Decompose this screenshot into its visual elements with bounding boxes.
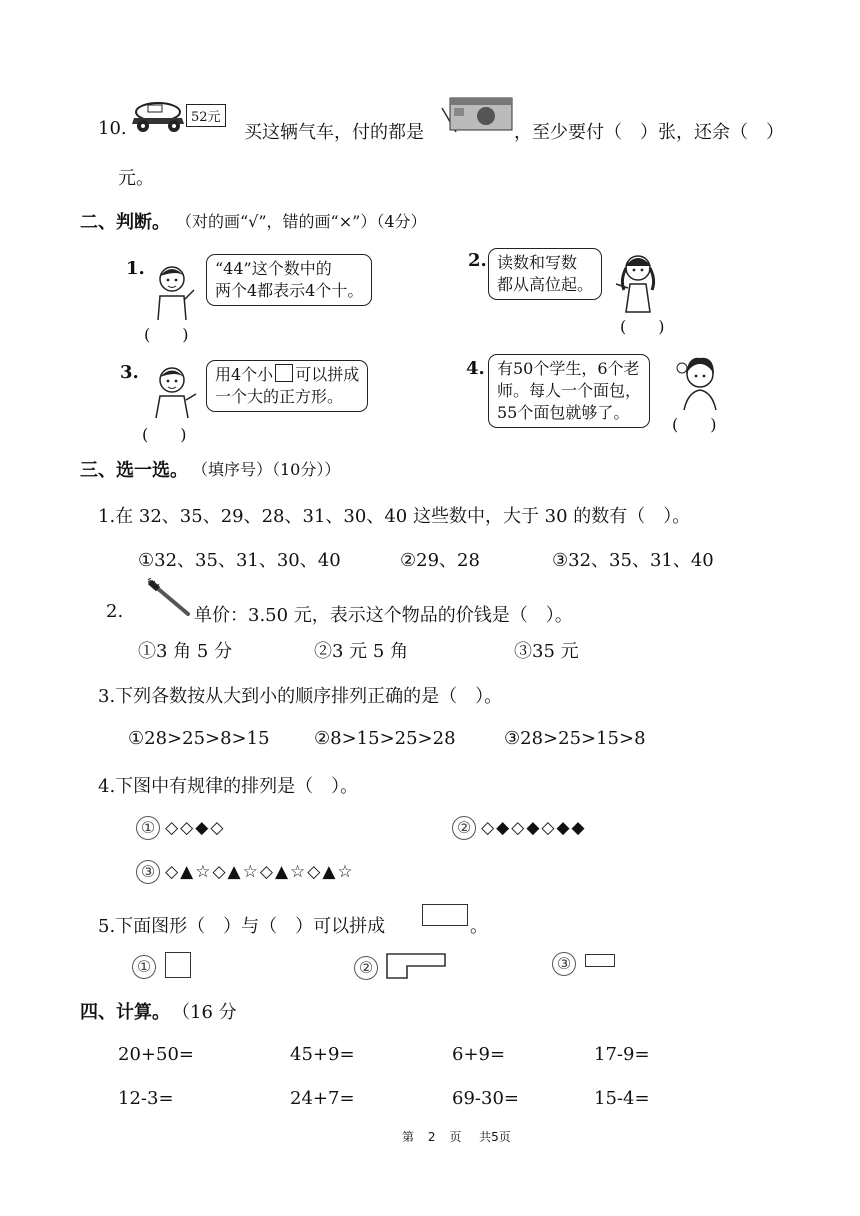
pattern-row-2: ◇◆◇◆◇◆◆ (481, 818, 587, 838)
judge-item-1-bubble (206, 254, 372, 306)
judge-item-3-line1a: 用4个小 (215, 365, 274, 384)
small-rectangle-shape (585, 954, 615, 967)
section2-note: （对的画“√”，错的画“×”）（4分） (176, 212, 427, 231)
boy-icon (148, 364, 200, 420)
choice-q5-option-2[interactable] (354, 952, 447, 980)
judge-item-3-bubble (206, 360, 368, 412)
calc-2[interactable]: 45+9= (290, 1044, 355, 1065)
judge-item-4-line3: 55个面包就够了。 (497, 403, 630, 422)
q10-text-b: ，至少要付（ ）张，还余（ ） (514, 122, 784, 143)
price-tag: 52元 (186, 104, 226, 127)
choice-q2-option-2[interactable]: ②3 元 5 角 (314, 641, 409, 662)
judge-item-2-number: 2. (468, 250, 487, 271)
calc-4[interactable]: 17-9= (594, 1044, 650, 1065)
girl-icon (674, 352, 728, 412)
choice-q5-option-1[interactable] (132, 952, 191, 979)
choice-q3-text: 3.下列各数按从大到小的顺序排列正确的是（ ）。 (98, 686, 503, 707)
judge-item-1-line2: 两个4都表示4个十。 (215, 281, 364, 300)
pattern-row-1: ◇◇◆◇ (165, 818, 226, 838)
calc-1[interactable]: 20+50= (118, 1044, 194, 1065)
choice-q1-option-3[interactable]: ③32、35、31、40 (552, 550, 714, 571)
choice-q1-option-2[interactable]: ②29、28 (400, 550, 480, 571)
section3-heading: 三、选一选。 (80, 460, 188, 481)
calc-8[interactable]: 15-4= (594, 1088, 650, 1109)
judge-item-4-line2: 师。每人一个面包， (497, 381, 642, 400)
choice-q3-option-2[interactable]: ②8>15>25>28 (314, 728, 456, 749)
judge-item-3-number: 3. (120, 362, 139, 383)
girl-icon (612, 250, 664, 314)
section4-note: （16 分 (172, 1002, 237, 1023)
q10-text-a: 买这辆气车，付的都是 (244, 122, 424, 143)
choice-q5-option-3[interactable] (552, 952, 615, 976)
judge-item-4-line1: 有50个学生，6个老 (497, 359, 640, 378)
option-1-marker: ① (136, 816, 160, 840)
square-shape (165, 952, 191, 978)
choice-q1-text: 1.在 32、35、29、28、31、30、40 这些数中，大于 30 的数有（ ）。 (98, 506, 691, 527)
judge-item-4-answer[interactable]: ( ) (672, 415, 717, 434)
calc-5[interactable]: 12-3= (118, 1088, 174, 1109)
choice-q5-end: 。 (470, 916, 488, 937)
footer-b: 页 (449, 1130, 462, 1144)
choice-q3-option-3[interactable]: ③28>25>15>8 (504, 728, 646, 749)
page-number: 2 (427, 1130, 436, 1144)
section4-heading: 四、计算。 (80, 1002, 170, 1023)
target-rectangle-shape (422, 904, 468, 926)
option-2-marker: ② (354, 956, 378, 980)
judge-item-2-bubble (488, 248, 602, 300)
choice-q3-option-1[interactable]: ①28>25>8>15 (128, 728, 270, 749)
toy-car-icon (128, 96, 190, 136)
l-shape (385, 952, 447, 980)
choice-q2-number: 2. (106, 601, 124, 622)
small-square-icon (275, 364, 293, 382)
judge-item-3-line1b: 可以拼成 (295, 365, 360, 384)
section3-note: （填序号）（10分）） (192, 460, 341, 479)
footer-a: 第 (402, 1130, 415, 1144)
choice-q5-text: 5.下面图形（ ）与（ ）可以拼成 (98, 916, 386, 937)
judge-item-4-number: 4. (466, 358, 485, 379)
pattern-row-3: ◇▲☆◇▲☆◇▲☆◇▲☆ (165, 862, 355, 882)
page-footer (402, 1128, 511, 1145)
choice-q2-option-1[interactable]: ①3 角 5 分 (138, 641, 233, 662)
calc-3[interactable]: 6+9= (452, 1044, 506, 1065)
choice-q4-option-2[interactable] (452, 816, 587, 840)
judge-item-3-answer[interactable]: ( ) (142, 425, 187, 444)
option-3-marker: ③ (552, 952, 576, 976)
choice-q2-text: 单价：3.50 元，表示这个物品的价钱是（ ）。 (194, 605, 573, 626)
q10-text-c: 元。 (118, 168, 154, 189)
choice-q4-text: 4.下图中有规律的排列是（ ）。 (98, 776, 359, 797)
judge-item-1-number: 1. (126, 258, 145, 279)
banknote-icon (440, 96, 514, 134)
option-2-marker: ② (452, 816, 476, 840)
judge-item-3-line2: 一个大的正方形。 (215, 387, 344, 406)
choice-q4-option-1[interactable] (136, 816, 225, 840)
section2-heading: 二、判断。 (80, 212, 170, 233)
option-1-marker: ① (132, 955, 156, 979)
calc-6[interactable]: 24+7= (290, 1088, 355, 1109)
boy-icon (148, 262, 198, 322)
judge-item-2-line2: 都从高位起。 (497, 275, 594, 294)
judge-item-2-line1: 读数和写数 (497, 253, 578, 272)
judge-item-1-line1: “44”这个数中的 (215, 259, 332, 278)
toothbrush-icon (144, 578, 194, 620)
judge-item-2-answer[interactable]: ( ) (620, 317, 665, 336)
q10-number: 10. (98, 118, 127, 139)
choice-q2-option-3[interactable]: ③35 元 (514, 641, 579, 662)
option-3-marker: ③ (136, 860, 160, 884)
choice-q1-option-1[interactable]: ①32、35、31、30、40 (138, 550, 341, 571)
choice-q4-option-3[interactable] (136, 860, 355, 884)
page-total: 共5页 (479, 1130, 511, 1144)
judge-item-4-bubble (488, 354, 650, 428)
calc-7[interactable]: 69-30= (452, 1088, 519, 1109)
judge-item-1-answer[interactable]: ( ) (144, 325, 189, 344)
